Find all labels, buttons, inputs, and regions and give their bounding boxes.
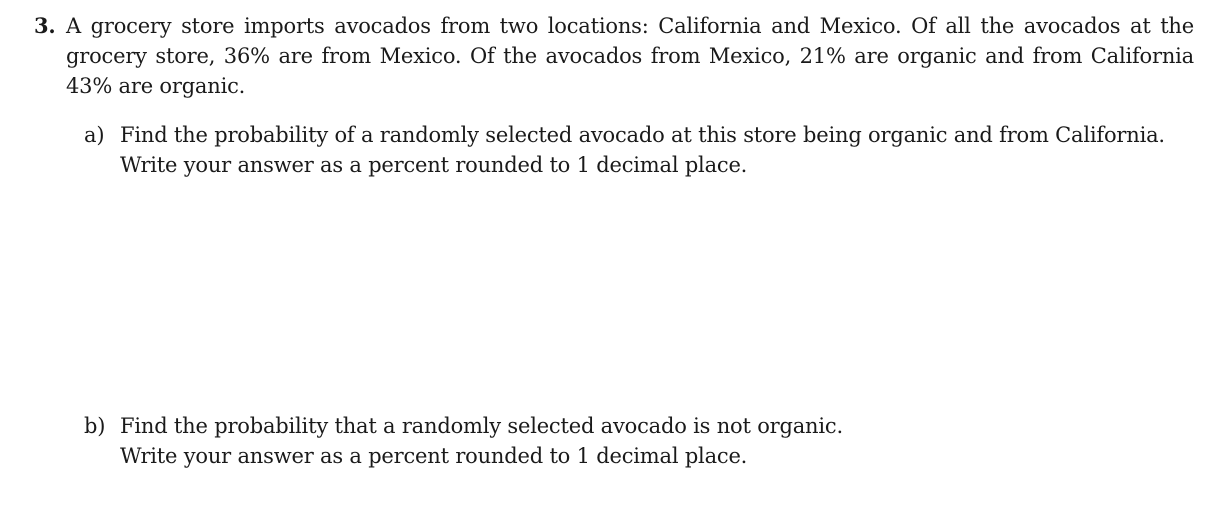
problem-stem bbox=[34, 11, 1194, 101]
problem-3 bbox=[34, 11, 1194, 101]
problem-number: 3. bbox=[34, 13, 56, 38]
part-b-question: Find the probability that a randomly selected avocado is not organic. bbox=[120, 414, 843, 438]
part-a-line-1 bbox=[84, 120, 1184, 150]
part-b bbox=[84, 411, 1184, 471]
part-b-label: b) bbox=[84, 414, 106, 438]
problem-stem-text: A grocery store imports avocados from two locations: California and Mexico. Of all the avocados at the grocery store, 36% are from Mexico. Of the avocados from Mexico, 21% are organic and from California 43% are organic. bbox=[66, 14, 1194, 98]
part-a-label: a) bbox=[84, 123, 105, 147]
part-a-instruction: Write your answer as a percent rounded to 1 decimal place. bbox=[120, 153, 748, 177]
part-a bbox=[84, 120, 1184, 180]
part-b-line-1 bbox=[84, 411, 1184, 441]
part-b-instruction: Write your answer as a percent rounded to 1 decimal place. bbox=[120, 444, 748, 468]
part-a-question: Find the probability of a randomly selected avocado at this store being organic and from California. bbox=[120, 123, 1165, 147]
